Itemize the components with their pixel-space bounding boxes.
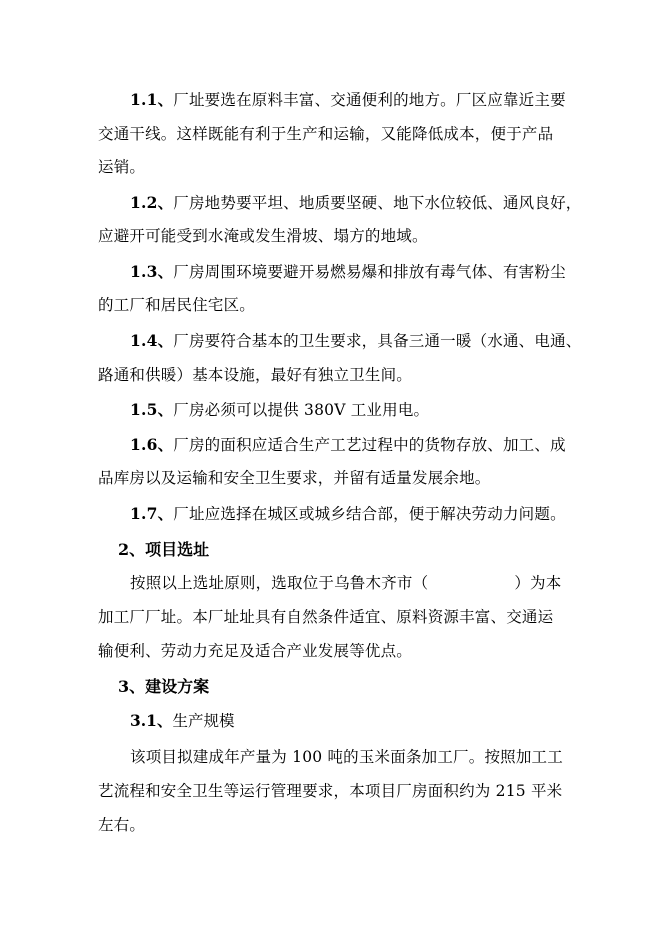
item-1-2-line-1 bbox=[130, 193, 581, 213]
section-2-heading: 2、项目选址 bbox=[118, 540, 210, 559]
section-2-para-line-3: 输便利、劳动力充足及适合产业发展等优点。 bbox=[98, 642, 413, 660]
section-3-para-line-3: 左右。 bbox=[98, 816, 146, 834]
item-1-2-line-2: 应避开可能受到水淹或发生滑坡、塌方的地域。 bbox=[98, 227, 428, 245]
subheading-text: 生产规模 bbox=[172, 712, 235, 730]
item-1-4-line-2: 路通和供暖）基本设施，最好有独立卫生间。 bbox=[98, 366, 413, 384]
section-2-para-line-1 bbox=[130, 573, 561, 593]
item-number: 1.2、 bbox=[130, 193, 174, 212]
section-3-1-subheading bbox=[130, 711, 234, 731]
section-3-para-line-1: 该项目拟建成年产量为 100 吨的玉米面条加工厂。按照加工工 bbox=[130, 748, 563, 766]
item-text: 厂房要符合基本的卫生要求，具备三通一暖（水通、电通、 bbox=[173, 332, 582, 350]
item-1-1-line-2: 交通干线。这样既能有利于生产和运输，又能降低成本，便于产品 bbox=[98, 125, 554, 143]
item-1-1-line-1 bbox=[130, 90, 566, 110]
item-text: 厂房地势要平坦、地质要坚硬、地下水位较低、通风良好， bbox=[173, 194, 582, 212]
item-1-6-line-2: 品库房以及运输和安全卫生要求，并留有适量发展余地。 bbox=[98, 469, 491, 487]
section-3-heading: 3、建设方案 bbox=[118, 677, 210, 696]
item-1-1-line-3: 运销。 bbox=[98, 158, 146, 176]
item-1-5-line-1 bbox=[130, 400, 429, 420]
section-3-para-line-2: 艺流程和安全卫生等运行管理要求，本项目厂房面积约为 215 平米 bbox=[98, 782, 563, 800]
para-text: ）为本 bbox=[514, 574, 562, 592]
section-2-para-line-2: 加工厂厂址。本厂址址具有自然条件适宜、原料资源丰富、交通运 bbox=[98, 608, 554, 626]
item-number: 1.7、 bbox=[130, 504, 174, 523]
item-number: 3.1、 bbox=[130, 711, 173, 730]
item-1-3-line-1 bbox=[130, 262, 566, 282]
item-text: 厂房必须可以提供 380V 工业用电。 bbox=[173, 401, 430, 419]
item-1-3-line-2: 的工厂和居民住宅区。 bbox=[98, 296, 256, 314]
item-text: 厂房周围环境要避开易燃易爆和排放有毒气体、有害粉尘 bbox=[173, 263, 566, 281]
item-number: 1.5、 bbox=[130, 400, 174, 419]
item-1-7-line-1 bbox=[130, 504, 566, 524]
item-text: 厂房的面积应适合生产工艺过程中的货物存放、加工、成 bbox=[173, 436, 566, 454]
item-number: 1.1、 bbox=[130, 90, 174, 109]
item-1-6-line-1 bbox=[130, 435, 566, 455]
item-text: 厂址要选在原料丰富、交通便利的地方。厂区应靠近主要 bbox=[173, 91, 566, 109]
item-number: 1.4、 bbox=[130, 331, 174, 350]
item-number: 1.6、 bbox=[130, 435, 174, 454]
para-text: 按照以上选址原则，选取位于乌鲁木齐市（ bbox=[130, 574, 429, 592]
item-number: 1.3、 bbox=[130, 262, 174, 281]
item-text: 厂址应选择在城区或城乡结合部，便于解决劳动力问题。 bbox=[173, 505, 566, 523]
item-1-4-line-1 bbox=[130, 331, 581, 351]
